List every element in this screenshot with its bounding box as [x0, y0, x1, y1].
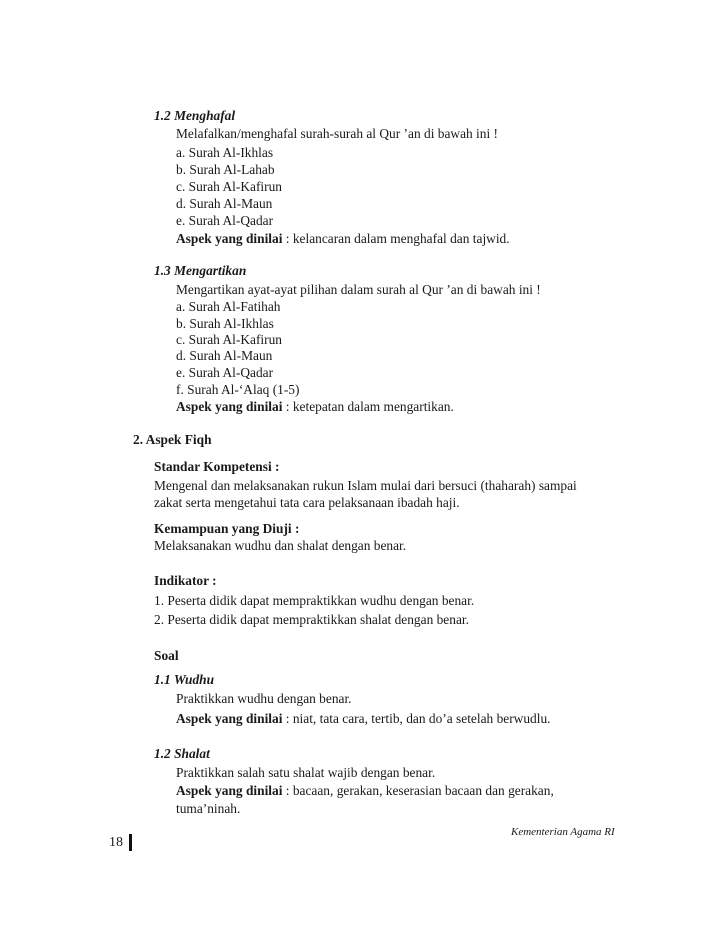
- section-1-2-heading: 1.2 Menghafal: [154, 108, 236, 123]
- aspect-label: Aspek yang dinilai: [176, 231, 283, 246]
- page-number-bar: [129, 834, 132, 851]
- section-2-heading: 2. Aspek Fiqh: [133, 432, 212, 447]
- aspect-label: Aspek yang dinilai: [176, 399, 283, 414]
- list-item: a. Surah Al-Fatihah: [176, 299, 281, 314]
- aspect-text: : bacaan, gerakan, keserasian bacaan dan gerakan,: [282, 783, 554, 798]
- aspect-text: : niat, tata cara, tertib, dan do’a setelah berwudlu.: [282, 711, 551, 726]
- section-1-3-heading: 1.3 Mengartikan: [154, 263, 247, 278]
- section-1-3-instruction: Mengartikan ayat-ayat pilihan dalam surah al Qur ’an di bawah ini !: [176, 282, 541, 297]
- aspect-text-continued: tuma’ninah.: [176, 801, 241, 816]
- aspect-text: : ketepatan dalam mengartikan.: [282, 399, 454, 414]
- aspect-label: Aspek yang dinilai: [176, 783, 283, 798]
- footer-publisher: Kementerian Agama RI: [511, 826, 615, 838]
- aspect-line: [176, 783, 554, 799]
- soal-1-1-heading: 1.1 Wudhu: [154, 672, 215, 687]
- aspect-line: [176, 231, 510, 247]
- list-item: e. Surah Al-Qadar: [176, 213, 274, 228]
- list-item: a. Surah Al-Ikhlas: [176, 145, 274, 160]
- page-number: 18: [109, 835, 123, 850]
- indikator-item: 2. Peserta didik dapat mempraktikkan shalat dengan benar.: [154, 612, 469, 627]
- section-1-2-instruction: Melafalkan/menghafal surah-surah al Qur ’an di bawah ini !: [176, 126, 498, 141]
- list-item: c. Surah Al-Kafirun: [176, 332, 282, 347]
- aspect-label: Aspek yang dinilai: [176, 711, 283, 726]
- soal-1-1-instruction: Praktikkan wudhu dengan benar.: [176, 691, 352, 706]
- list-item: e. Surah Al-Qadar: [176, 365, 274, 380]
- indikator-label: Indikator :: [154, 573, 217, 588]
- kemampuan-text: Melaksanakan wudhu dan shalat dengan benar.: [154, 538, 407, 553]
- kemampuan-label: Kemampuan yang Diuji :: [154, 521, 300, 536]
- list-item: b. Surah Al-Lahab: [176, 162, 275, 177]
- standar-kompetensi-label: Standar Kompetensi :: [154, 459, 280, 474]
- list-item: d. Surah Al-Maun: [176, 348, 273, 363]
- standar-kompetensi-text: zakat serta mengetahui tata cara pelaksanaan ibadah haji.: [154, 495, 460, 510]
- indikator-item: 1. Peserta didik dapat mempraktikkan wudhu dengan benar.: [154, 593, 475, 608]
- aspect-text: : kelancaran dalam menghafal dan tajwid.: [282, 231, 510, 246]
- list-item: f. Surah Al-‘Alaq (1-5): [176, 382, 300, 397]
- list-item: c. Surah Al-Kafirun: [176, 179, 282, 194]
- list-item: b. Surah Al-Ikhlas: [176, 316, 274, 331]
- soal-label: Soal: [154, 648, 179, 663]
- aspect-line: [176, 399, 454, 415]
- list-item: d. Surah Al-Maun: [176, 196, 273, 211]
- soal-1-2-instruction: Praktikkan salah satu shalat wajib dengan benar.: [176, 765, 436, 780]
- standar-kompetensi-text: Mengenal dan melaksanakan rukun Islam mulai dari bersuci (thaharah) sampai: [154, 478, 577, 493]
- soal-1-2-heading: 1.2 Shalat: [154, 746, 210, 761]
- aspect-line: [176, 711, 551, 727]
